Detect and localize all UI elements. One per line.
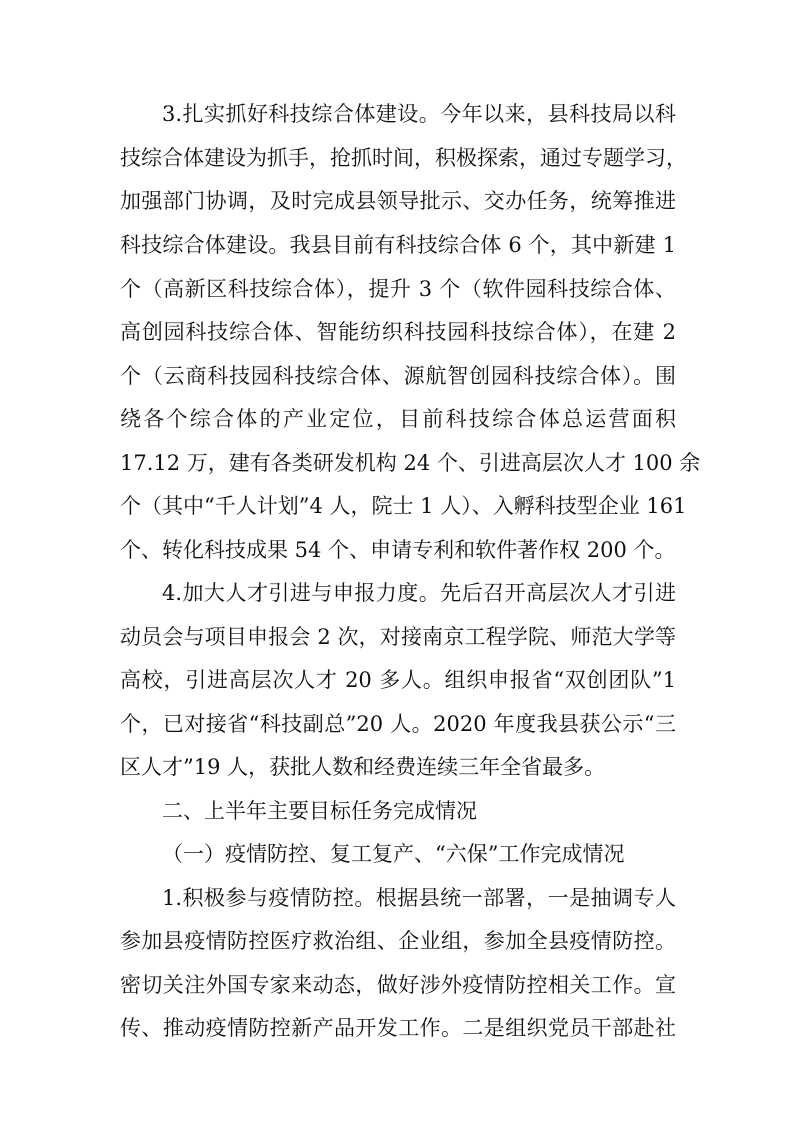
paragraph-3-line: 个（高新区科技综合体），提升 3 个（软件园科技综合体、 [120, 277, 676, 301]
paragraph-3-line: 个（其中“千人计划”4 人，院士 1 人）、入孵科技型企业 161 [120, 494, 687, 518]
paragraph-4-line: 高校，引进高层次人才 20 多人。组织申报省“双创团队”1 [120, 668, 676, 692]
section-heading: 二、上半年主要目标任务完成情况 [162, 799, 477, 823]
paragraph-3-line: 加强部门协调，及时完成县领导批示、交办任务，统筹推进 [120, 189, 676, 213]
paragraph-3-line: 科技综合体建设。我县目前有科技综合体 6 个，其中新建 1 [120, 233, 676, 257]
paragraph-1-line: 密切关注外国专家来动态，做好涉外疫情防控相关工作。宣 [120, 973, 676, 997]
paragraph-4-line: 动员会与项目申报会 2 次，对接南京工程学院、师范大学等 [120, 625, 676, 649]
paragraph-3-line: 17.12 万，建有各类研发机构 24 个、引进高层次人才 100 余 [120, 451, 701, 475]
paragraph-3-line: 高创园科技综合体、智能纺织科技园科技综合体），在建 2 [120, 320, 676, 344]
paragraph-1-line: 参加县疫情防控医疗救治组、企业组，参加全县疫情防控。 [120, 929, 676, 953]
paragraph-3-line: 技综合体建设为抓手，抢抓时间，积极探索，通过专题学习， [120, 146, 687, 170]
paragraph-3-line: 绕各个综合体的产业定位，目前科技综合体总运营面积 [120, 407, 676, 431]
paragraph-1-line: 1.积极参与疫情防控。根据县统一部署，一是抽调专人 [162, 886, 676, 910]
paragraph-4-line: 区人才”19 人，获批人数和经费连续三年全省最多。 [120, 755, 606, 779]
paragraph-3-line: 个、转化科技成果 54 个、申请专利和软件著作权 200 个。 [120, 538, 676, 562]
paragraph-1-line: 传、推动疫情防控新产品开发工作。二是组织党员干部赴社 [120, 1016, 676, 1040]
paragraph-3-line: 3.扎实抓好科技综合体建设。今年以来，县科技局以科 [162, 102, 676, 126]
paragraph-4-line: 个，已对接省“科技副总”20 人。2020 年度我县获公示“三 [120, 712, 676, 736]
subsection-heading: （一）疫情防控、复工复产、“六保”工作完成情况 [162, 842, 625, 866]
paragraph-4-line: 4.加大人才引进与申报力度。先后召开高层次人才引进 [162, 581, 676, 605]
paragraph-3-line: 个（云商科技园科技综合体、源航智创园科技综合体）。围 [120, 364, 676, 388]
